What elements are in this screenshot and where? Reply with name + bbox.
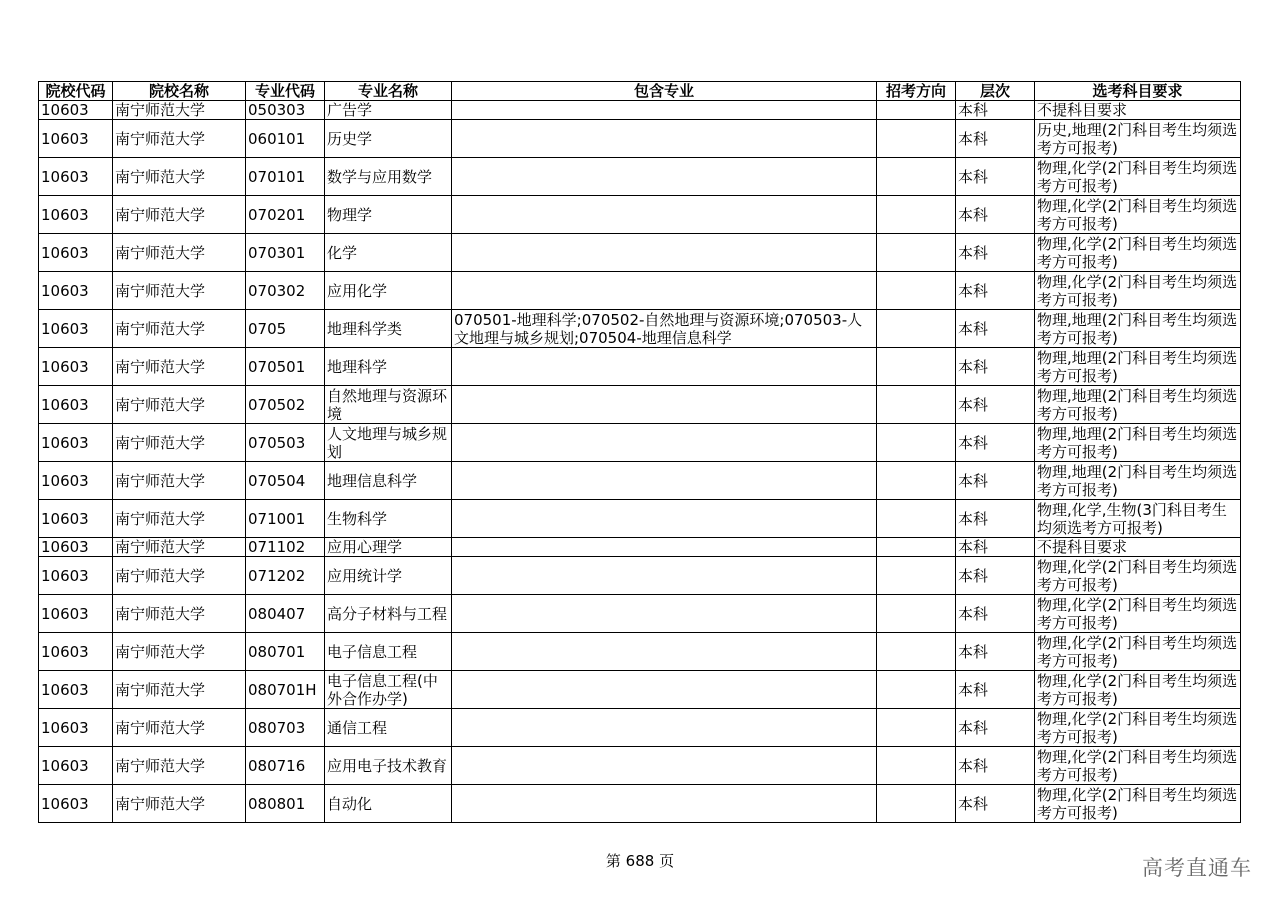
cell-major-name: 历史学	[325, 120, 452, 158]
table-row	[39, 272, 1241, 310]
cell-included-majors	[452, 500, 877, 538]
cell-level: 本科	[956, 196, 1035, 234]
cell-school-name: 南宁师范大学	[113, 747, 246, 785]
cell-level: 本科	[956, 747, 1035, 785]
cell-level: 本科	[956, 348, 1035, 386]
cell-direction	[877, 424, 956, 462]
cell-level: 本科	[956, 234, 1035, 272]
cell-school-name: 南宁师范大学	[113, 709, 246, 747]
cell-school-name: 南宁师范大学	[113, 538, 246, 557]
table-row	[39, 785, 1241, 823]
cell-direction	[877, 538, 956, 557]
cell-requirement: 物理,化学(2门科目考生均须选考方可报考)	[1035, 709, 1241, 747]
header-school-name: 院校名称	[113, 82, 246, 101]
cell-school-code: 10603	[39, 557, 113, 595]
table-row	[39, 709, 1241, 747]
cell-included-majors	[452, 462, 877, 500]
cell-level: 本科	[956, 785, 1035, 823]
cell-requirement: 物理,化学(2门科目考生均须选考方可报考)	[1035, 158, 1241, 196]
cell-school-name: 南宁师范大学	[113, 348, 246, 386]
cell-school-name: 南宁师范大学	[113, 595, 246, 633]
cell-included-majors	[452, 709, 877, 747]
cell-included-majors	[452, 671, 877, 709]
cell-level: 本科	[956, 538, 1035, 557]
cell-school-code: 10603	[39, 671, 113, 709]
cell-major-code: 071102	[246, 538, 325, 557]
cell-requirement: 物理,化学(2门科目考生均须选考方可报考)	[1035, 747, 1241, 785]
table-row	[39, 158, 1241, 196]
cell-included-majors	[452, 158, 877, 196]
cell-included-majors	[452, 234, 877, 272]
cell-requirement: 历史,地理(2门科目考生均须选考方可报考)	[1035, 120, 1241, 158]
cell-major-code: 080701H	[246, 671, 325, 709]
cell-direction	[877, 196, 956, 234]
cell-direction	[877, 462, 956, 500]
cell-major-code: 070101	[246, 158, 325, 196]
cell-major-name: 应用化学	[325, 272, 452, 310]
cell-major-name: 生物科学	[325, 500, 452, 538]
cell-major-code: 070503	[246, 424, 325, 462]
header-requirement: 选考科目要求	[1035, 82, 1241, 101]
cell-direction	[877, 348, 956, 386]
header-level: 层次	[956, 82, 1035, 101]
cell-school-code: 10603	[39, 500, 113, 538]
cell-level: 本科	[956, 120, 1035, 158]
cell-major-name: 电子信息工程	[325, 633, 452, 671]
cell-requirement: 物理,地理(2门科目考生均须选考方可报考)	[1035, 386, 1241, 424]
cell-direction	[877, 595, 956, 633]
cell-requirement: 物理,化学(2门科目考生均须选考方可报考)	[1035, 272, 1241, 310]
table-row	[39, 538, 1241, 557]
cell-requirement: 物理,化学,生物(3门科目考生均须选考方可报考)	[1035, 500, 1241, 538]
cell-level: 本科	[956, 386, 1035, 424]
cell-major-name: 自然地理与资源环境	[325, 386, 452, 424]
cell-school-code: 10603	[39, 272, 113, 310]
cell-direction	[877, 158, 956, 196]
cell-requirement: 物理,化学(2门科目考生均须选考方可报考)	[1035, 671, 1241, 709]
table-row	[39, 101, 1241, 120]
cell-school-name: 南宁师范大学	[113, 557, 246, 595]
cell-school-code: 10603	[39, 348, 113, 386]
cell-major-name: 地理信息科学	[325, 462, 452, 500]
cell-requirement: 不提科目要求	[1035, 101, 1241, 120]
cell-major-code: 071001	[246, 500, 325, 538]
cell-level: 本科	[956, 310, 1035, 348]
cell-included-majors	[452, 101, 877, 120]
cell-requirement: 物理,地理(2门科目考生均须选考方可报考)	[1035, 462, 1241, 500]
cell-requirement: 物理,化学(2门科目考生均须选考方可报考)	[1035, 196, 1241, 234]
cell-school-code: 10603	[39, 424, 113, 462]
cell-major-code: 070501	[246, 348, 325, 386]
table-row	[39, 557, 1241, 595]
table-row	[39, 120, 1241, 158]
cell-direction	[877, 272, 956, 310]
cell-school-code: 10603	[39, 120, 113, 158]
cell-requirement: 物理,地理(2门科目考生均须选考方可报考)	[1035, 424, 1241, 462]
table-row	[39, 633, 1241, 671]
cell-included-majors	[452, 386, 877, 424]
cell-school-code: 10603	[39, 595, 113, 633]
table-row	[39, 196, 1241, 234]
cell-level: 本科	[956, 633, 1035, 671]
cell-major-name: 自动化	[325, 785, 452, 823]
table-row	[39, 747, 1241, 785]
cell-requirement: 物理,化学(2门科目考生均须选考方可报考)	[1035, 633, 1241, 671]
cell-level: 本科	[956, 424, 1035, 462]
cell-direction	[877, 101, 956, 120]
cell-included-majors	[452, 785, 877, 823]
cell-school-code: 10603	[39, 234, 113, 272]
cell-school-code: 10603	[39, 538, 113, 557]
cell-direction	[877, 500, 956, 538]
cell-included-majors	[452, 595, 877, 633]
cell-major-code: 080801	[246, 785, 325, 823]
cell-major-code: 0705	[246, 310, 325, 348]
cell-included-majors	[452, 424, 877, 462]
header-school-code: 院校代码	[39, 82, 113, 101]
cell-included-majors	[452, 348, 877, 386]
cell-major-code: 070201	[246, 196, 325, 234]
cell-major-code: 080701	[246, 633, 325, 671]
cell-school-name: 南宁师范大学	[113, 785, 246, 823]
table-row	[39, 595, 1241, 633]
cell-school-name: 南宁师范大学	[113, 386, 246, 424]
cell-major-code: 070302	[246, 272, 325, 310]
header-major-name: 专业名称	[325, 82, 452, 101]
cell-school-code: 10603	[39, 785, 113, 823]
cell-requirement: 物理,地理(2门科目考生均须选考方可报考)	[1035, 348, 1241, 386]
cell-major-code: 070301	[246, 234, 325, 272]
cell-direction	[877, 120, 956, 158]
cell-school-code: 10603	[39, 747, 113, 785]
cell-included-majors	[452, 120, 877, 158]
cell-major-name: 数学与应用数学	[325, 158, 452, 196]
cell-major-name: 人文地理与城乡规划	[325, 424, 452, 462]
cell-major-name: 地理科学类	[325, 310, 452, 348]
table-row	[39, 462, 1241, 500]
table-row	[39, 234, 1241, 272]
cell-school-code: 10603	[39, 709, 113, 747]
cell-major-code: 080407	[246, 595, 325, 633]
cell-requirement: 物理,化学(2门科目考生均须选考方可报考)	[1035, 234, 1241, 272]
cell-requirement: 物理,地理(2门科目考生均须选考方可报考)	[1035, 310, 1241, 348]
cell-major-code: 080716	[246, 747, 325, 785]
cell-direction	[877, 671, 956, 709]
cell-major-name: 化学	[325, 234, 452, 272]
table-row	[39, 424, 1241, 462]
cell-school-code: 10603	[39, 101, 113, 120]
cell-major-code: 050303	[246, 101, 325, 120]
cell-level: 本科	[956, 671, 1035, 709]
cell-school-code: 10603	[39, 386, 113, 424]
cell-school-name: 南宁师范大学	[113, 310, 246, 348]
cell-direction	[877, 747, 956, 785]
cell-school-name: 南宁师范大学	[113, 101, 246, 120]
cell-direction	[877, 386, 956, 424]
cell-school-code: 10603	[39, 310, 113, 348]
cell-major-name: 地理科学	[325, 348, 452, 386]
cell-major-code: 071202	[246, 557, 325, 595]
cell-school-code: 10603	[39, 196, 113, 234]
table-row	[39, 671, 1241, 709]
cell-included-majors	[452, 633, 877, 671]
header-major-code: 专业代码	[246, 82, 325, 101]
header-direction: 招考方向	[877, 82, 956, 101]
cell-level: 本科	[956, 500, 1035, 538]
cell-included-majors	[452, 557, 877, 595]
cell-school-name: 南宁师范大学	[113, 500, 246, 538]
cell-level: 本科	[956, 462, 1035, 500]
cell-major-code: 060101	[246, 120, 325, 158]
cell-school-name: 南宁师范大学	[113, 633, 246, 671]
admission-table	[38, 81, 1241, 823]
cell-level: 本科	[956, 709, 1035, 747]
cell-school-name: 南宁师范大学	[113, 196, 246, 234]
cell-level: 本科	[956, 272, 1035, 310]
cell-direction	[877, 785, 956, 823]
cell-major-code: 080703	[246, 709, 325, 747]
page-number: 第 688 页	[605, 852, 675, 870]
cell-included-majors	[452, 747, 877, 785]
cell-included-majors	[452, 196, 877, 234]
table-row	[39, 500, 1241, 538]
cell-school-name: 南宁师范大学	[113, 120, 246, 158]
cell-level: 本科	[956, 595, 1035, 633]
cell-school-code: 10603	[39, 633, 113, 671]
cell-school-name: 南宁师范大学	[113, 272, 246, 310]
cell-major-name: 应用统计学	[325, 557, 452, 595]
cell-major-name: 物理学	[325, 196, 452, 234]
cell-requirement: 物理,化学(2门科目考生均须选考方可报考)	[1035, 557, 1241, 595]
cell-school-name: 南宁师范大学	[113, 158, 246, 196]
watermark-logo: 高考直通车	[1142, 856, 1252, 880]
cell-direction	[877, 633, 956, 671]
cell-major-code: 070504	[246, 462, 325, 500]
cell-major-name: 应用心理学	[325, 538, 452, 557]
cell-direction	[877, 310, 956, 348]
header-included-majors: 包含专业	[452, 82, 877, 101]
cell-requirement: 不提科目要求	[1035, 538, 1241, 557]
cell-included-majors	[452, 538, 877, 557]
cell-level: 本科	[956, 557, 1035, 595]
cell-major-name: 电子信息工程(中外合作办学)	[325, 671, 452, 709]
cell-level: 本科	[956, 158, 1035, 196]
table-header-row	[39, 82, 1241, 101]
table-row	[39, 348, 1241, 386]
table-row	[39, 386, 1241, 424]
cell-major-name: 通信工程	[325, 709, 452, 747]
cell-school-name: 南宁师范大学	[113, 424, 246, 462]
cell-major-name: 广告学	[325, 101, 452, 120]
cell-requirement: 物理,化学(2门科目考生均须选考方可报考)	[1035, 595, 1241, 633]
cell-school-code: 10603	[39, 158, 113, 196]
cell-direction	[877, 557, 956, 595]
cell-major-name: 高分子材料与工程	[325, 595, 452, 633]
table-row	[39, 310, 1241, 348]
cell-included-majors: 070501-地理科学;070502-自然地理与资源环境;070503-人文地理与城乡规划;070504-地理信息科学	[452, 310, 877, 348]
cell-level: 本科	[956, 101, 1035, 120]
cell-school-code: 10603	[39, 462, 113, 500]
cell-school-name: 南宁师范大学	[113, 234, 246, 272]
cell-major-name: 应用电子技术教育	[325, 747, 452, 785]
cell-requirement: 物理,化学(2门科目考生均须选考方可报考)	[1035, 785, 1241, 823]
cell-included-majors	[452, 272, 877, 310]
cell-direction	[877, 234, 956, 272]
cell-school-name: 南宁师范大学	[113, 671, 246, 709]
cell-direction	[877, 709, 956, 747]
cell-school-name: 南宁师范大学	[113, 462, 246, 500]
cell-major-code: 070502	[246, 386, 325, 424]
